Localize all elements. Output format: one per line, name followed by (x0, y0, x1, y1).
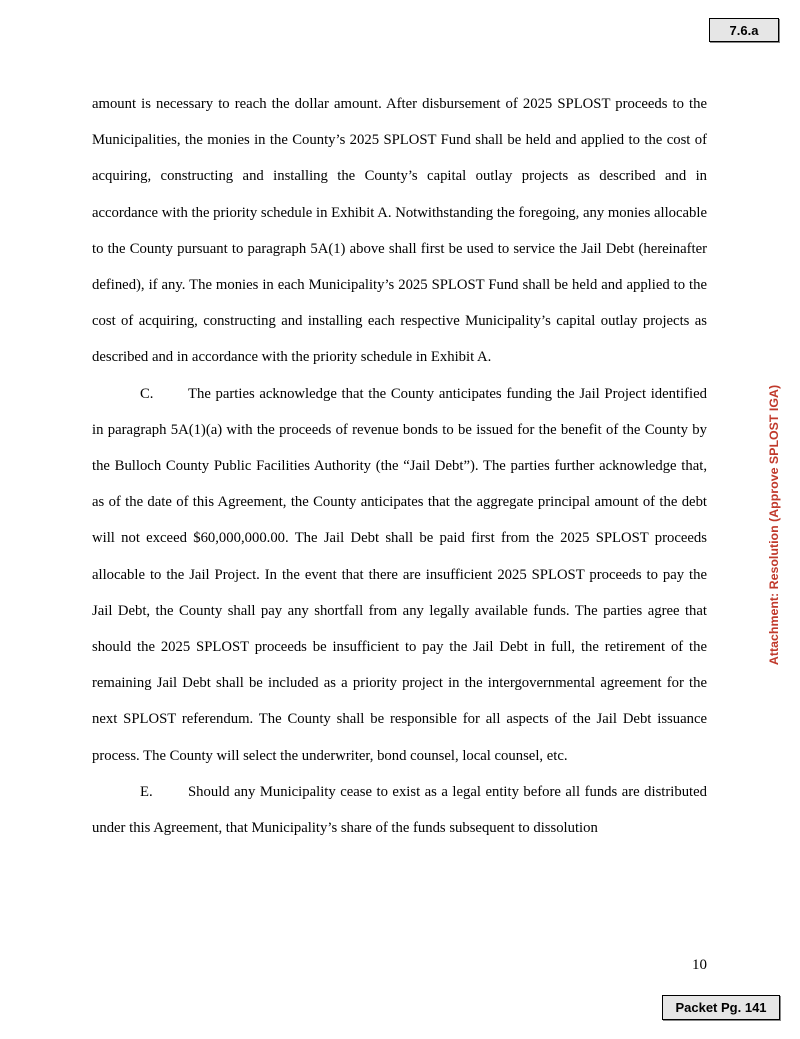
attachment-sidebar (762, 372, 786, 678)
paragraph-e-text: Should any Municipality cease to exist as a legal entity before all funds are distributed under this Agreement, that Municipality’s share of the funds subsequent to dissolution (92, 783, 707, 837)
paragraph-c (92, 376, 707, 774)
document-body (92, 86, 707, 846)
paragraph-c-text: The parties acknowledge that the County anticipates funding the Jail Project identified in paragraph 5A(1)(a) with the proceeds of revenue bonds to be issued for the benefit of the County by the Bulloch County Public Facilities Authority (the “Jail Debt”). The parties further acknowledge that, as of the date of this Agreement, the County anticipates that the aggregate principal amount of the debt will not exceed $60,000,000.00. The Jail Debt shall be paid first from the 2025 SPLOST proceeds allocable to the Jail Project. In the event that there are insufficient 2025 SPLOST proceeds to pay the Jail Debt, the County shall pay any shortfall from any legally available funds. The parties agree that should the 2025 SPLOST proceeds be insufficient to pay the Jail Debt in full, the retirement of the remaining Jail Debt shall be included as a priority project in the intergovernmental agreement for the next SPLOST referendum. The County shall be responsible for all aspects of the Jail Debt issuance process. The County will select the underwriter, bond counsel, local counsel, etc. (92, 385, 707, 764)
paragraph-e (92, 774, 707, 846)
page-number: 10 (692, 957, 707, 973)
paragraph-c-label: C. (140, 385, 154, 402)
packet-page-tag: Packet Pg. 141 (662, 995, 780, 1020)
item-tag: 7.6.a (709, 18, 779, 42)
attachment-label: Attachment: Resolution (Approve SPLOST IGA) (767, 384, 781, 666)
paragraph-e-label: E. (140, 783, 153, 800)
paragraph-continuation: amount is necessary to reach the dollar amount. After disbursement of 2025 SPLOST proceeds to the Municipalities, the monies in the County’s 2025 SPLOST Fund shall be held and applied to the cost of acquiring, constructing and installing the County’s capital outlay projects as described and in accordance with the priority schedule in Exhibit A. Notwithstanding the foregoing, any monies allocable to the County pursuant to paragraph 5A(1) above shall first be used to service the Jail Debt (hereinafter defined), if any. The monies in each Municipality’s 2025 SPLOST Fund shall be held and applied to the cost of acquiring, constructing and installing each respective Municipality’s capital outlay projects as described and in accordance with the priority schedule in Exhibit A. (92, 96, 707, 366)
